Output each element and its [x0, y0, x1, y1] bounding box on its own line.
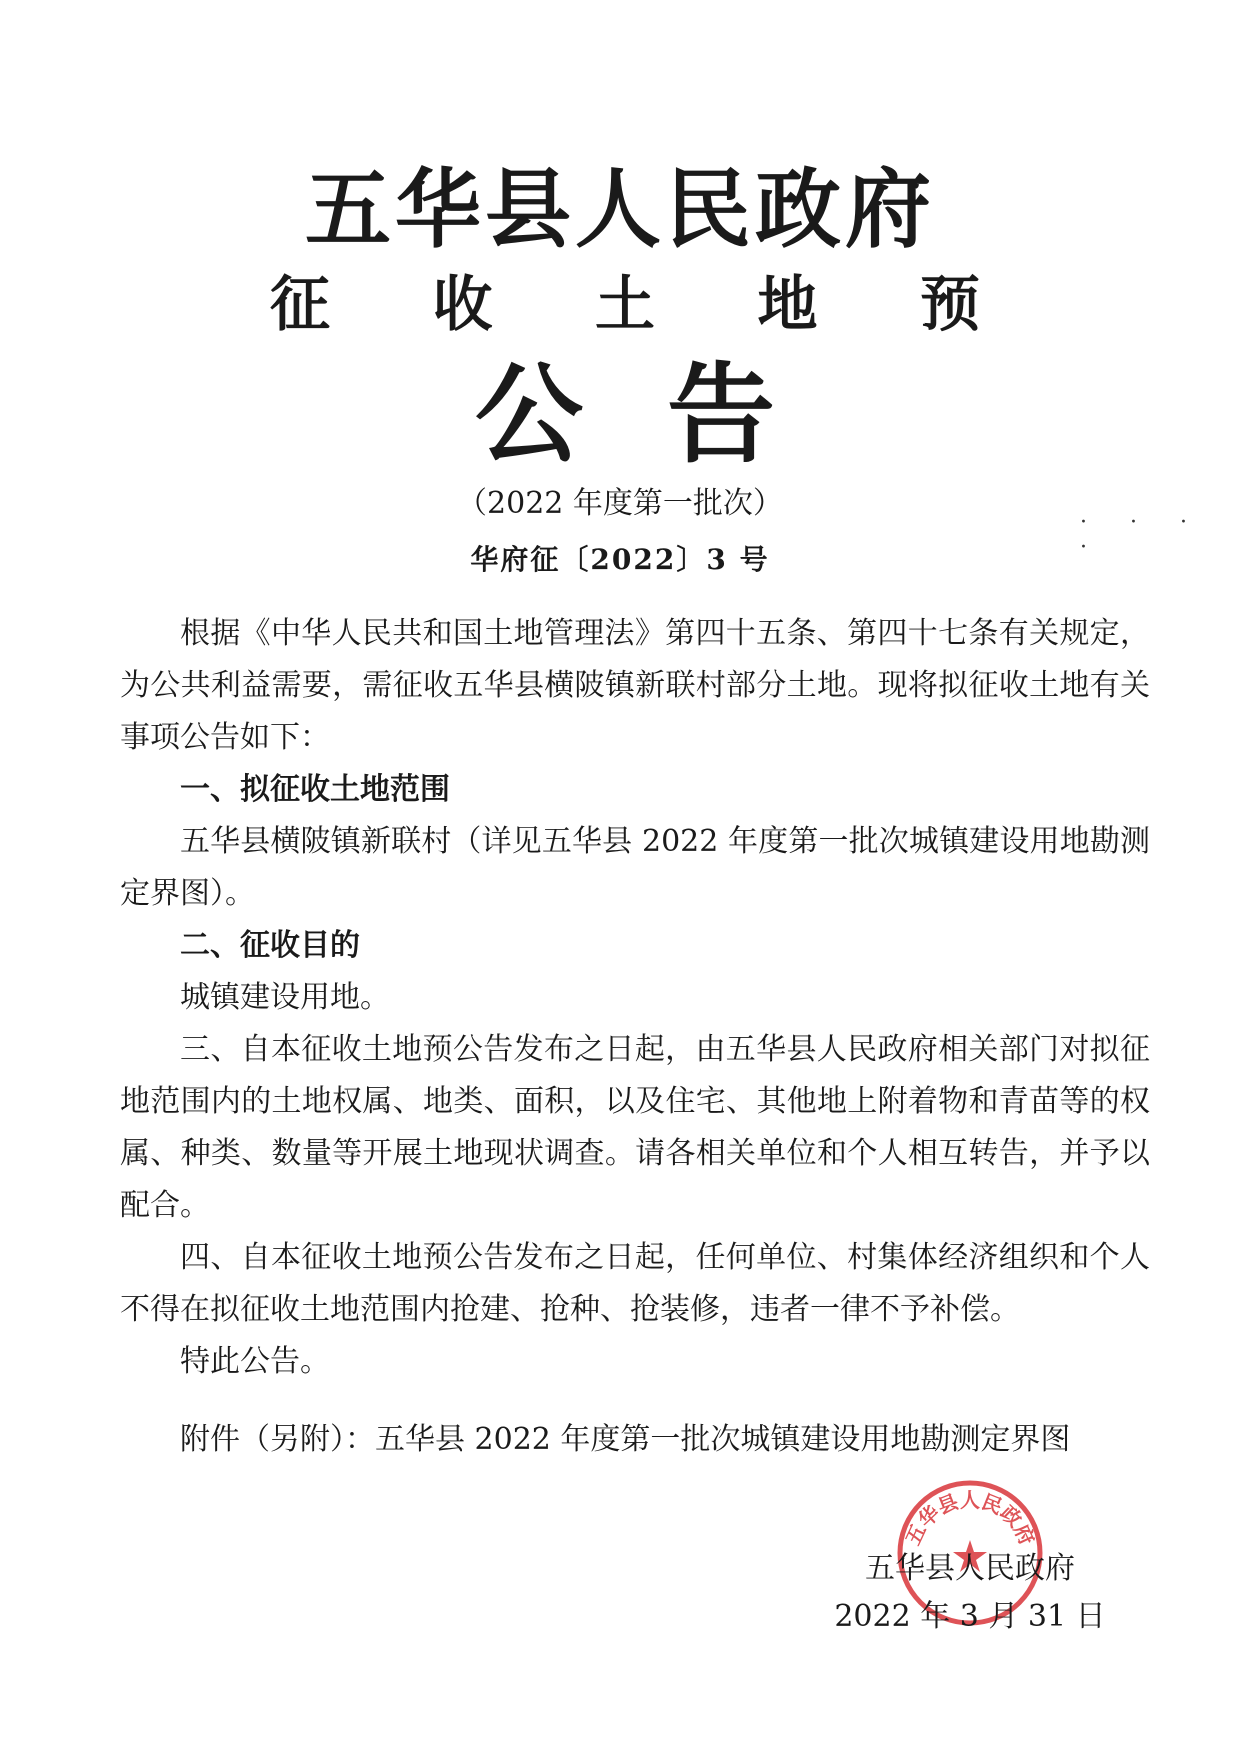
signature-block — [820, 1545, 1120, 1641]
subtitle-char: 收 — [432, 270, 493, 340]
intro-paragraph: 根据《中华人民共和国土地管理法》第四十五条、第四十七条有关规定，为公共利益需要，需征收五华县横陂镇新联村部分土地。现将拟征收土地有关事项公告如下： — [120, 616, 1150, 755]
section-heading-scope: 一、拟征收土地范围 — [180, 772, 450, 807]
notice-body — [120, 608, 1150, 1466]
notice-title — [475, 352, 775, 478]
title-char: 告 — [666, 352, 775, 478]
issuer-title: 五华县人民政府 — [305, 159, 935, 260]
survey-paragraph: 三、自本征收土地预公告发布之日起，由五华县人民政府相关部门对拟征地范围内的土地权属、地类、面积，以及住宅、其他地上附着物和青苗等的权属、种类、数量等开展土地现状调查。请各相关单位和个人相互转告，并予以配合。 — [120, 1032, 1150, 1223]
seal-text: 五华县人民政府 — [900, 1488, 1040, 1549]
title-char: 公 — [475, 352, 584, 478]
prohibition-paragraph: 四、自本征收土地预公告发布之日起，任何单位、村集体经济组织和个人不得在拟征收土地范围内抢建、抢种、抢装修，违者一律不予补偿。 — [120, 1240, 1150, 1327]
subtitle-char: 土 — [595, 270, 655, 340]
scan-dots: · · · · — [1080, 510, 1205, 560]
document-number: 华府征〔2022〕3 号 — [470, 543, 770, 576]
signature-date: 2022 年 3 月 31 日 — [834, 1599, 1106, 1634]
scope-paragraph: 五华县横陂镇新联村（详见五华县 2022 年度第一批次城镇建设用地勘测定界图）。 — [120, 824, 1150, 911]
attachment-line: 附件（另附）：五华县 2022 年度第一批次城镇建设用地勘测定界图 — [180, 1422, 1071, 1457]
batch-label: （2022 年度第一批次） — [457, 486, 783, 521]
section-heading-purpose: 二、征收目的 — [180, 928, 360, 963]
subtitle-char: 地 — [757, 270, 818, 340]
subtitle-char: 征 — [270, 270, 330, 340]
signature-org: 五华县人民政府 — [865, 1551, 1075, 1586]
closing-line: 特此公告。 — [180, 1344, 330, 1379]
subtitle-char: 预 — [920, 270, 980, 340]
notice-subtitle — [270, 270, 980, 340]
purpose-paragraph: 城镇建设用地。 — [180, 980, 390, 1015]
